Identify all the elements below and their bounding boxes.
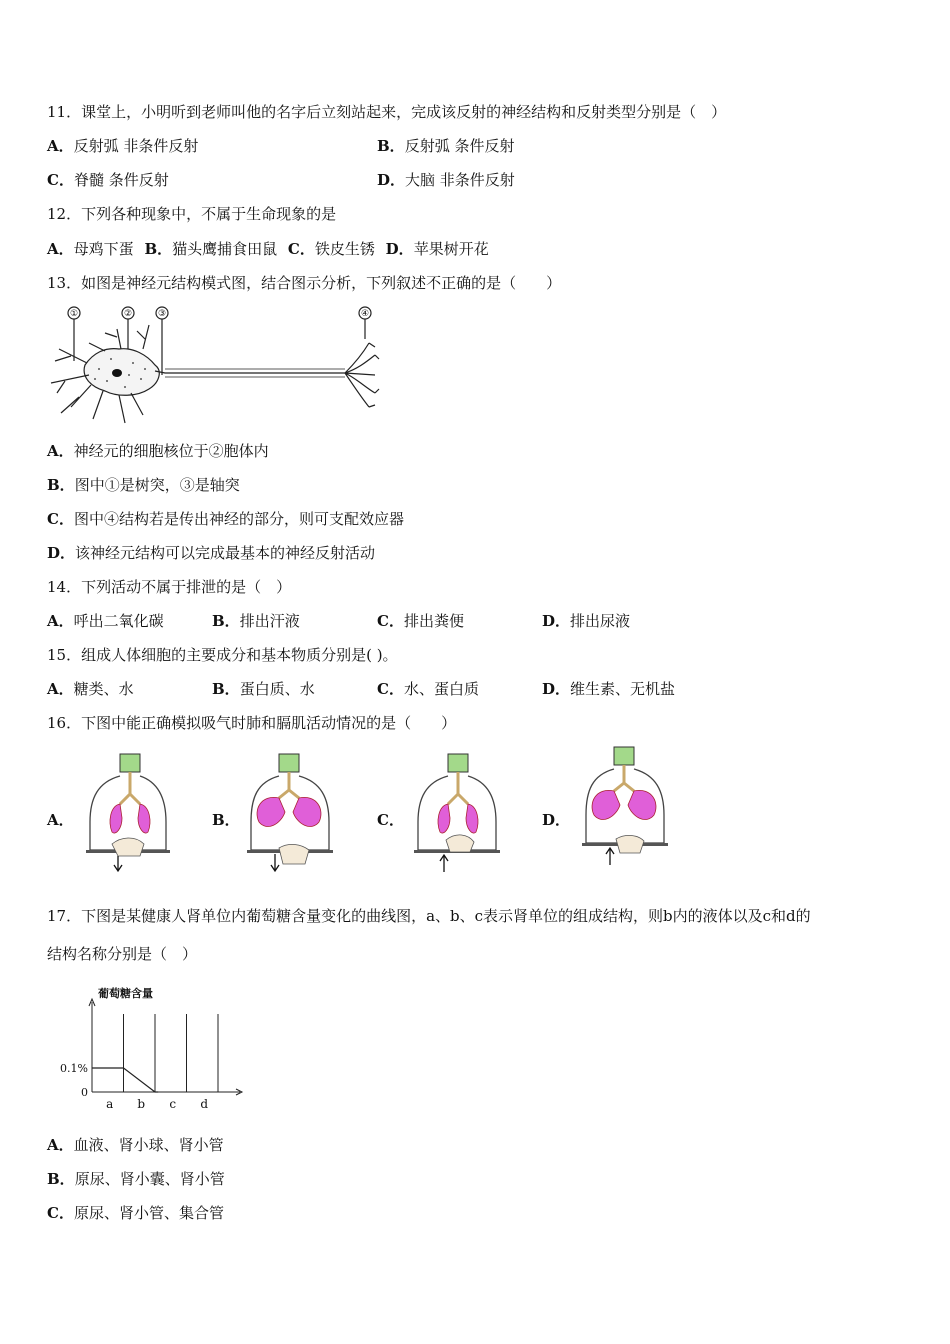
right-lung [293, 797, 321, 826]
chart-title: 葡萄糖含量 [98, 987, 153, 1000]
option-text: 呼出二氧化碳 [73, 612, 164, 630]
q14-option-b[interactable] [212, 611, 300, 631]
option-text: 反射弧 非条件反射 [73, 137, 199, 155]
option-text: 苹果树开花 [413, 240, 489, 258]
x-tick-label: b [137, 1097, 146, 1111]
q12-option-c[interactable] [288, 240, 375, 258]
q12-stem: 12．下列各种现象中，不属于生命现象的是 [47, 205, 337, 223]
q14-option-d[interactable] [542, 611, 630, 631]
left-lung [257, 797, 285, 826]
arrow-down-icon [114, 856, 122, 871]
trachea [448, 772, 468, 804]
option-letter: D． [542, 680, 571, 698]
option-text: 大脑 非条件反射 [405, 171, 515, 189]
left-lung [438, 804, 450, 833]
option-text: 排出汗液 [239, 612, 300, 630]
trachea [614, 765, 634, 791]
q16-option-a-letter[interactable]: A． [47, 811, 74, 829]
bell-jar-figure-c [412, 752, 504, 877]
q12-option-d[interactable] [386, 240, 489, 258]
option-letter: A． [47, 680, 74, 698]
option-letter: D． [542, 612, 571, 630]
neuron-label-3: ③ [157, 309, 167, 319]
option-letter: B． [47, 476, 75, 494]
option-letter: D． [385, 240, 414, 258]
q12-option-a[interactable] [47, 240, 134, 258]
neuron-label-4: ④ [360, 309, 370, 319]
neuron-label-1: ① [69, 309, 79, 319]
option-text: 母鸡下蛋 [73, 240, 134, 258]
y-tick-label: 0.1% [60, 1062, 88, 1075]
option-letter: A． [47, 612, 74, 630]
q16-option-b-letter[interactable]: B． [212, 811, 240, 829]
rubber-stopper [279, 754, 299, 772]
option-letter: B． [212, 680, 240, 698]
option-text: 排出尿液 [570, 612, 631, 630]
option-letter: C． [47, 171, 74, 189]
rubber-stopper [614, 747, 634, 765]
option-letter: C． [47, 510, 74, 528]
option-letter: B． [47, 1170, 75, 1188]
option-text: 蛋白质、水 [239, 680, 315, 698]
option-text: 铁皮生锈 [314, 240, 375, 258]
option-text: 神经元的细胞核位于②胞体内 [73, 442, 269, 460]
q15-stem: 15．组成人体细胞的主要成分和基本物质分别是( )。 [47, 646, 398, 664]
option-text: 脊髓 条件反射 [73, 171, 169, 189]
option-letter: C． [287, 240, 315, 258]
axon [155, 371, 345, 373]
q13-option-a[interactable] [47, 441, 269, 461]
option-letter: A． [47, 1136, 74, 1154]
q14-option-a[interactable] [47, 611, 164, 631]
option-text: 水、蛋白质 [403, 680, 479, 698]
option-letter: C． [377, 612, 404, 630]
q17-option-b[interactable] [47, 1169, 225, 1189]
q12-option-b[interactable] [144, 240, 277, 258]
q17-option-a[interactable] [47, 1135, 224, 1155]
glucose-series-line [92, 1068, 158, 1092]
trachea [279, 772, 299, 798]
y-tick-label: 0 [81, 1086, 88, 1099]
left-lung [110, 804, 122, 833]
option-letter: A． [47, 137, 74, 155]
hand [279, 844, 309, 864]
q16-option-c-letter[interactable]: C． [377, 811, 404, 829]
option-letter: A． [47, 442, 74, 460]
option-letter: D． [47, 544, 76, 562]
option-text: 原尿、肾小管、集合管 [73, 1204, 224, 1222]
option-letter: B． [144, 240, 173, 258]
option-text: 该神经元结构可以完成最基本的神经反射活动 [75, 544, 376, 562]
q13-option-b[interactable] [47, 475, 240, 495]
q14-option-c[interactable] [377, 611, 464, 631]
option-text: 图中①是树突，③是轴突 [74, 476, 240, 494]
hand [112, 838, 144, 856]
x-tick-label: d [200, 1097, 209, 1111]
option-letter: A． [47, 240, 74, 258]
option-letter: D． [377, 171, 406, 189]
arrow-up-icon [606, 848, 614, 865]
q11-stem: 11．课堂上，小明听到老师叫他的名字后立刻站起来，完成该反射的神经结构和反射类型分别是（ ） [47, 103, 727, 121]
q13-option-c[interactable] [47, 509, 404, 529]
q15-option-a[interactable] [47, 679, 134, 699]
q16-option-d-letter[interactable]: D． [542, 811, 571, 829]
rubber-stopper [448, 754, 468, 772]
q15-option-c[interactable] [377, 679, 479, 699]
option-letter: B． [377, 137, 405, 155]
bell-jar-figure-d [580, 745, 672, 870]
option-text: 排出粪便 [403, 612, 464, 630]
glucose-chart [52, 982, 247, 1112]
rubber-stopper [120, 754, 140, 772]
q13-stem: 13．如图是神经元结构模式图，结合图示分析，下列叙述不正确的是（ ） [47, 274, 562, 292]
q15-option-b[interactable] [212, 679, 315, 699]
neuron-label-2: ② [123, 309, 133, 319]
q14-stem: 14．下列活动不属于排泄的是（ ） [47, 578, 292, 596]
q13-option-d[interactable] [47, 543, 375, 563]
q12-options [47, 239, 489, 259]
option-text: 反射弧 条件反射 [404, 137, 515, 155]
x-tick-label: c [169, 1097, 177, 1111]
nucleus [112, 369, 122, 377]
bell-jar-figure-a [82, 752, 174, 877]
right-lung [628, 790, 656, 819]
right-lung [138, 804, 150, 833]
q15-option-d[interactable] [542, 679, 675, 699]
q17-stem-line1: 17．下图是某健康人肾单位内葡萄糖含量变化的曲线图，a、b、c表示肾单位的组成结构，则b内的液体以及c和d的 [47, 907, 811, 925]
option-letter: C． [47, 1204, 74, 1222]
arrow-up-icon [440, 855, 448, 872]
option-text: 原尿、肾小囊、肾小管 [74, 1170, 225, 1188]
left-lung [592, 790, 620, 819]
trachea [120, 772, 140, 804]
option-text: 维生素、无机盐 [570, 680, 676, 698]
q11-option-b[interactable] [377, 136, 514, 156]
hand [616, 835, 644, 853]
q11-option-a[interactable] [47, 136, 198, 156]
q17-option-c[interactable] [47, 1203, 224, 1223]
right-lung [466, 804, 478, 833]
q11-option-c[interactable] [47, 170, 169, 190]
x-tick-label: a [106, 1097, 114, 1111]
neuron-figure [45, 303, 385, 431]
q11-option-d[interactable] [377, 170, 515, 190]
option-text: 猫头鹰捕食田鼠 [172, 240, 278, 258]
option-text: 血液、肾小球、肾小管 [73, 1136, 224, 1154]
option-letter: C． [377, 680, 404, 698]
option-text: 图中④结构若是传出神经的部分，则可支配效应器 [73, 510, 404, 528]
option-text: 糖类、水 [73, 680, 134, 698]
q16-stem: 16．下图中能正确模拟吸气时肺和膈肌活动情况的是（ ） [47, 714, 457, 732]
axon-terminals [345, 343, 379, 407]
hand [446, 835, 474, 852]
q17-stem-line2: 结构名称分别是（ ） [47, 945, 198, 963]
bell-jar-figure-b [245, 752, 337, 877]
arrow-down-icon [271, 854, 279, 871]
option-letter: B． [212, 612, 240, 630]
